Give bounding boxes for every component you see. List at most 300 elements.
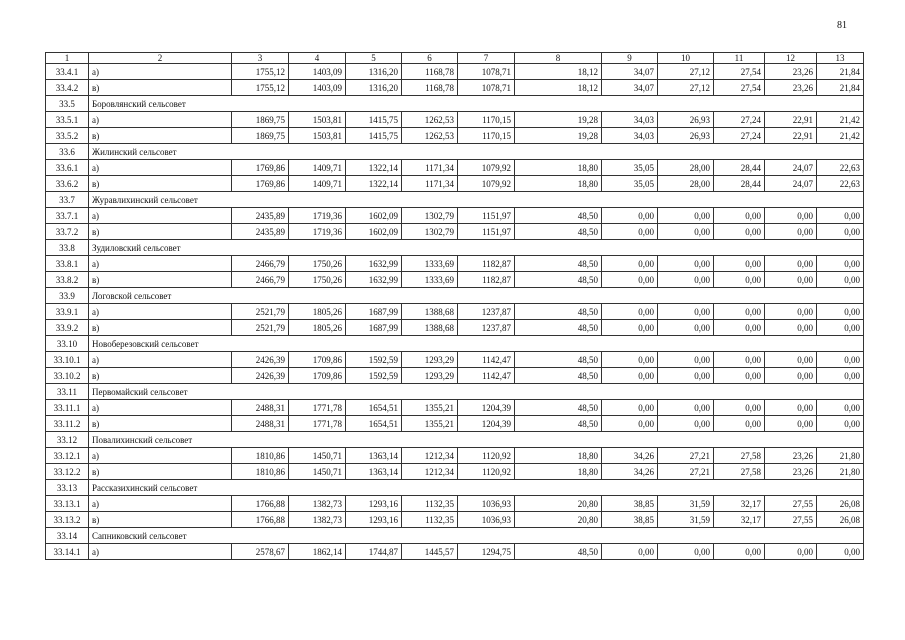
row-code: 33.11.1 bbox=[46, 400, 89, 416]
value-cell: 1132,35 bbox=[402, 496, 458, 512]
value-cell: 1151,97 bbox=[458, 224, 515, 240]
value-cell: 48,50 bbox=[515, 400, 602, 416]
row-code: 33.10 bbox=[46, 336, 89, 352]
value-cell: 0,00 bbox=[765, 368, 817, 384]
value-cell: 1182,87 bbox=[458, 256, 515, 272]
value-cell: 27,55 bbox=[765, 512, 817, 528]
section-row bbox=[46, 432, 864, 448]
row-code: 33.7.1 bbox=[46, 208, 89, 224]
value-cell: 22,63 bbox=[817, 176, 864, 192]
value-cell: 0,00 bbox=[817, 224, 864, 240]
value-cell: 1869,75 bbox=[232, 112, 289, 128]
table-row bbox=[46, 368, 864, 384]
value-cell: 1294,75 bbox=[458, 544, 515, 560]
value-cell: 1503,81 bbox=[289, 112, 346, 128]
row-label: в) bbox=[89, 512, 232, 528]
value-cell: 0,00 bbox=[658, 352, 714, 368]
table-row bbox=[46, 304, 864, 320]
value-cell: 27,12 bbox=[658, 64, 714, 80]
value-cell: 28,44 bbox=[714, 160, 765, 176]
value-cell: 28,00 bbox=[658, 176, 714, 192]
row-label: а) bbox=[89, 160, 232, 176]
row-label: в) bbox=[89, 368, 232, 384]
section-title: Зудиловский сельсовет bbox=[89, 240, 864, 256]
value-cell: 2435,89 bbox=[232, 208, 289, 224]
value-cell: 1766,88 bbox=[232, 496, 289, 512]
value-cell: 18,12 bbox=[515, 64, 602, 80]
table-row bbox=[46, 80, 864, 96]
table-row bbox=[46, 160, 864, 176]
value-cell: 0,00 bbox=[765, 208, 817, 224]
value-cell: 21,80 bbox=[817, 464, 864, 480]
value-cell: 1450,71 bbox=[289, 464, 346, 480]
value-cell: 0,00 bbox=[602, 352, 658, 368]
value-cell: 1769,86 bbox=[232, 160, 289, 176]
column-header: 5 bbox=[346, 53, 402, 64]
row-code: 33.12.1 bbox=[46, 448, 89, 464]
value-cell: 27,54 bbox=[714, 80, 765, 96]
value-cell: 1755,12 bbox=[232, 64, 289, 80]
value-cell: 0,00 bbox=[602, 272, 658, 288]
column-header: 4 bbox=[289, 53, 346, 64]
value-cell: 26,93 bbox=[658, 128, 714, 144]
value-cell: 0,00 bbox=[765, 256, 817, 272]
table-row bbox=[46, 544, 864, 560]
row-label: а) bbox=[89, 544, 232, 560]
column-header: 7 bbox=[458, 53, 515, 64]
value-cell: 48,50 bbox=[515, 320, 602, 336]
value-cell: 0,00 bbox=[817, 400, 864, 416]
section-title: Журавлихинский сельсовет bbox=[89, 192, 864, 208]
value-cell: 1654,51 bbox=[346, 400, 402, 416]
section-row bbox=[46, 480, 864, 496]
section-row bbox=[46, 144, 864, 160]
value-cell: 21,80 bbox=[817, 448, 864, 464]
row-code: 33.6.2 bbox=[46, 176, 89, 192]
section-title: Новоберезовский сельсовет bbox=[89, 336, 864, 352]
value-cell: 26,93 bbox=[658, 112, 714, 128]
value-cell: 18,80 bbox=[515, 464, 602, 480]
value-cell: 1363,14 bbox=[346, 464, 402, 480]
value-cell: 48,50 bbox=[515, 352, 602, 368]
value-cell: 1632,99 bbox=[346, 256, 402, 272]
value-cell: 18,80 bbox=[515, 160, 602, 176]
table-row bbox=[46, 272, 864, 288]
table-row bbox=[46, 464, 864, 480]
row-label: а) bbox=[89, 208, 232, 224]
column-header: 6 bbox=[402, 53, 458, 64]
section-row bbox=[46, 288, 864, 304]
table-row bbox=[46, 400, 864, 416]
value-cell: 32,17 bbox=[714, 496, 765, 512]
value-cell: 0,00 bbox=[817, 256, 864, 272]
value-cell: 1450,71 bbox=[289, 448, 346, 464]
value-cell: 1810,86 bbox=[232, 448, 289, 464]
value-cell: 2521,79 bbox=[232, 304, 289, 320]
value-cell: 1170,15 bbox=[458, 128, 515, 144]
value-cell: 0,00 bbox=[602, 208, 658, 224]
value-cell: 1212,34 bbox=[402, 448, 458, 464]
value-cell: 1719,36 bbox=[289, 208, 346, 224]
value-cell: 26,08 bbox=[817, 496, 864, 512]
value-cell: 0,00 bbox=[714, 208, 765, 224]
value-cell: 34,26 bbox=[602, 464, 658, 480]
value-cell: 0,00 bbox=[817, 304, 864, 320]
row-code: 33.13 bbox=[46, 480, 89, 496]
row-label: в) bbox=[89, 272, 232, 288]
column-header: 2 bbox=[89, 53, 232, 64]
value-cell: 23,26 bbox=[765, 64, 817, 80]
value-cell: 0,00 bbox=[658, 256, 714, 272]
value-cell: 1687,99 bbox=[346, 304, 402, 320]
value-cell: 34,07 bbox=[602, 80, 658, 96]
value-cell: 1869,75 bbox=[232, 128, 289, 144]
value-cell: 27,24 bbox=[714, 128, 765, 144]
section-row bbox=[46, 528, 864, 544]
value-cell: 2435,89 bbox=[232, 224, 289, 240]
row-code: 33.14 bbox=[46, 528, 89, 544]
value-cell: 0,00 bbox=[714, 320, 765, 336]
row-code: 33.11.2 bbox=[46, 416, 89, 432]
value-cell: 0,00 bbox=[817, 208, 864, 224]
value-cell: 48,50 bbox=[515, 256, 602, 272]
row-label: в) bbox=[89, 224, 232, 240]
value-cell: 0,00 bbox=[602, 368, 658, 384]
row-code: 33.4.2 bbox=[46, 80, 89, 96]
value-cell: 1709,86 bbox=[289, 368, 346, 384]
value-cell: 1415,75 bbox=[346, 128, 402, 144]
value-cell: 0,00 bbox=[602, 544, 658, 560]
row-code: 33.13.1 bbox=[46, 496, 89, 512]
row-code: 33.6 bbox=[46, 144, 89, 160]
table-row bbox=[46, 112, 864, 128]
value-cell: 0,00 bbox=[658, 368, 714, 384]
value-cell: 0,00 bbox=[817, 352, 864, 368]
value-cell: 1771,78 bbox=[289, 400, 346, 416]
value-cell: 34,26 bbox=[602, 448, 658, 464]
value-cell: 0,00 bbox=[714, 224, 765, 240]
row-code: 33.12 bbox=[46, 432, 89, 448]
value-cell: 48,50 bbox=[515, 272, 602, 288]
section-row bbox=[46, 240, 864, 256]
value-cell: 21,42 bbox=[817, 128, 864, 144]
value-cell: 0,00 bbox=[765, 272, 817, 288]
value-cell: 0,00 bbox=[765, 304, 817, 320]
value-cell: 1171,34 bbox=[402, 160, 458, 176]
row-code: 33.5.1 bbox=[46, 112, 89, 128]
value-cell: 1036,93 bbox=[458, 496, 515, 512]
value-cell: 1078,71 bbox=[458, 80, 515, 96]
value-cell: 0,00 bbox=[658, 400, 714, 416]
value-cell: 0,00 bbox=[714, 400, 765, 416]
value-cell: 0,00 bbox=[658, 304, 714, 320]
table-row bbox=[46, 208, 864, 224]
table-header-row bbox=[46, 53, 864, 64]
table-row bbox=[46, 512, 864, 528]
value-cell: 1168,78 bbox=[402, 80, 458, 96]
value-cell: 1363,14 bbox=[346, 448, 402, 464]
value-cell: 1079,92 bbox=[458, 176, 515, 192]
value-cell: 27,12 bbox=[658, 80, 714, 96]
row-code: 33.9.2 bbox=[46, 320, 89, 336]
value-cell: 27,58 bbox=[714, 448, 765, 464]
row-code: 33.13.2 bbox=[46, 512, 89, 528]
value-cell: 1445,57 bbox=[402, 544, 458, 560]
table-row bbox=[46, 224, 864, 240]
column-header: 13 bbox=[817, 53, 864, 64]
value-cell: 1120,92 bbox=[458, 464, 515, 480]
table-row bbox=[46, 352, 864, 368]
value-cell: 26,08 bbox=[817, 512, 864, 528]
value-cell: 1322,14 bbox=[346, 176, 402, 192]
value-cell: 0,00 bbox=[658, 224, 714, 240]
value-cell: 27,58 bbox=[714, 464, 765, 480]
value-cell: 1302,79 bbox=[402, 224, 458, 240]
value-cell: 1078,71 bbox=[458, 64, 515, 80]
row-code: 33.8.1 bbox=[46, 256, 89, 272]
value-cell: 48,50 bbox=[515, 208, 602, 224]
value-cell: 21,42 bbox=[817, 112, 864, 128]
row-label: в) bbox=[89, 320, 232, 336]
value-cell: 23,26 bbox=[765, 80, 817, 96]
value-cell: 1415,75 bbox=[346, 112, 402, 128]
row-code: 33.9.1 bbox=[46, 304, 89, 320]
table-row bbox=[46, 176, 864, 192]
value-cell: 1302,79 bbox=[402, 208, 458, 224]
value-cell: 21,84 bbox=[817, 80, 864, 96]
section-row bbox=[46, 192, 864, 208]
value-cell: 38,85 bbox=[602, 512, 658, 528]
row-label: а) bbox=[89, 400, 232, 416]
value-cell: 1120,92 bbox=[458, 448, 515, 464]
row-code: 33.9 bbox=[46, 288, 89, 304]
table-row bbox=[46, 64, 864, 80]
value-cell: 1409,71 bbox=[289, 176, 346, 192]
value-cell: 0,00 bbox=[765, 320, 817, 336]
section-row bbox=[46, 96, 864, 112]
data-table bbox=[45, 52, 864, 560]
value-cell: 28,00 bbox=[658, 160, 714, 176]
value-cell: 19,28 bbox=[515, 128, 602, 144]
section-title: Сапниковский сельсовет bbox=[89, 528, 864, 544]
value-cell: 1388,68 bbox=[402, 304, 458, 320]
value-cell: 48,50 bbox=[515, 368, 602, 384]
value-cell: 1168,78 bbox=[402, 64, 458, 80]
value-cell: 0,00 bbox=[714, 368, 765, 384]
value-cell: 35,05 bbox=[602, 176, 658, 192]
value-cell: 27,21 bbox=[658, 464, 714, 480]
value-cell: 0,00 bbox=[765, 224, 817, 240]
row-label: в) bbox=[89, 80, 232, 96]
row-label: в) bbox=[89, 128, 232, 144]
value-cell: 0,00 bbox=[765, 400, 817, 416]
value-cell: 35,05 bbox=[602, 160, 658, 176]
value-cell: 0,00 bbox=[765, 416, 817, 432]
row-code: 33.8 bbox=[46, 240, 89, 256]
section-title: Повалихинский сельсовет bbox=[89, 432, 864, 448]
column-header: 10 bbox=[658, 53, 714, 64]
row-code: 33.10.2 bbox=[46, 368, 89, 384]
value-cell: 21,84 bbox=[817, 64, 864, 80]
value-cell: 1132,35 bbox=[402, 512, 458, 528]
value-cell: 48,50 bbox=[515, 224, 602, 240]
column-header: 9 bbox=[602, 53, 658, 64]
value-cell: 27,21 bbox=[658, 448, 714, 464]
value-cell: 22,91 bbox=[765, 128, 817, 144]
value-cell: 48,50 bbox=[515, 304, 602, 320]
value-cell: 1333,69 bbox=[402, 272, 458, 288]
column-header: 11 bbox=[714, 53, 765, 64]
value-cell: 2466,79 bbox=[232, 256, 289, 272]
value-cell: 1709,86 bbox=[289, 352, 346, 368]
value-cell: 22,63 bbox=[817, 160, 864, 176]
value-cell: 2426,39 bbox=[232, 352, 289, 368]
value-cell: 1333,69 bbox=[402, 256, 458, 272]
table-row bbox=[46, 256, 864, 272]
value-cell: 1204,39 bbox=[458, 416, 515, 432]
page-number: 81 bbox=[837, 20, 847, 31]
row-code: 33.12.2 bbox=[46, 464, 89, 480]
value-cell: 1322,14 bbox=[346, 160, 402, 176]
row-label: а) bbox=[89, 448, 232, 464]
value-cell: 0,00 bbox=[658, 544, 714, 560]
row-code: 33.10.1 bbox=[46, 352, 89, 368]
value-cell: 1204,39 bbox=[458, 400, 515, 416]
value-cell: 1382,73 bbox=[289, 496, 346, 512]
value-cell: 1382,73 bbox=[289, 512, 346, 528]
section-title: Логовской сельсовет bbox=[89, 288, 864, 304]
value-cell: 1293,16 bbox=[346, 512, 402, 528]
value-cell: 1237,87 bbox=[458, 320, 515, 336]
value-cell: 31,59 bbox=[658, 512, 714, 528]
column-header: 3 bbox=[232, 53, 289, 64]
value-cell: 18,80 bbox=[515, 448, 602, 464]
value-cell: 1262,53 bbox=[402, 128, 458, 144]
value-cell: 1602,09 bbox=[346, 224, 402, 240]
table-row bbox=[46, 448, 864, 464]
value-cell: 0,00 bbox=[714, 272, 765, 288]
column-header: 1 bbox=[46, 53, 89, 64]
row-label: а) bbox=[89, 304, 232, 320]
value-cell: 24,07 bbox=[765, 176, 817, 192]
value-cell: 0,00 bbox=[658, 416, 714, 432]
value-cell: 1862,14 bbox=[289, 544, 346, 560]
row-code: 33.4.1 bbox=[46, 64, 89, 80]
value-cell: 1755,12 bbox=[232, 80, 289, 96]
value-cell: 23,26 bbox=[765, 448, 817, 464]
value-cell: 20,80 bbox=[515, 512, 602, 528]
value-cell: 1409,71 bbox=[289, 160, 346, 176]
value-cell: 22,91 bbox=[765, 112, 817, 128]
table-row bbox=[46, 320, 864, 336]
value-cell: 34,03 bbox=[602, 112, 658, 128]
value-cell: 0,00 bbox=[817, 544, 864, 560]
value-cell: 1388,68 bbox=[402, 320, 458, 336]
value-cell: 38,85 bbox=[602, 496, 658, 512]
row-code: 33.6.1 bbox=[46, 160, 89, 176]
row-label: а) bbox=[89, 64, 232, 80]
value-cell: 0,00 bbox=[817, 272, 864, 288]
value-cell: 0,00 bbox=[602, 320, 658, 336]
value-cell: 1170,15 bbox=[458, 112, 515, 128]
value-cell: 0,00 bbox=[658, 272, 714, 288]
value-cell: 2426,39 bbox=[232, 368, 289, 384]
value-cell: 23,26 bbox=[765, 464, 817, 480]
value-cell: 0,00 bbox=[658, 320, 714, 336]
value-cell: 1592,59 bbox=[346, 368, 402, 384]
value-cell: 1142,47 bbox=[458, 352, 515, 368]
column-header: 8 bbox=[515, 53, 602, 64]
value-cell: 0,00 bbox=[817, 416, 864, 432]
value-cell: 1805,26 bbox=[289, 304, 346, 320]
value-cell: 1403,09 bbox=[289, 80, 346, 96]
value-cell: 0,00 bbox=[714, 304, 765, 320]
table-row bbox=[46, 416, 864, 432]
value-cell: 0,00 bbox=[765, 544, 817, 560]
value-cell: 0,00 bbox=[714, 416, 765, 432]
value-cell: 1592,59 bbox=[346, 352, 402, 368]
row-code: 33.7.2 bbox=[46, 224, 89, 240]
value-cell: 0,00 bbox=[765, 352, 817, 368]
row-label: в) bbox=[89, 176, 232, 192]
value-cell: 1654,51 bbox=[346, 416, 402, 432]
value-cell: 2488,31 bbox=[232, 400, 289, 416]
row-code: 33.5 bbox=[46, 96, 89, 112]
row-code: 33.7 bbox=[46, 192, 89, 208]
row-code: 33.5.2 bbox=[46, 128, 89, 144]
value-cell: 0,00 bbox=[602, 304, 658, 320]
row-code: 33.14.1 bbox=[46, 544, 89, 560]
value-cell: 1769,86 bbox=[232, 176, 289, 192]
value-cell: 27,55 bbox=[765, 496, 817, 512]
value-cell: 34,07 bbox=[602, 64, 658, 80]
value-cell: 0,00 bbox=[602, 256, 658, 272]
value-cell: 0,00 bbox=[602, 416, 658, 432]
value-cell: 1355,21 bbox=[402, 416, 458, 432]
row-label: а) bbox=[89, 496, 232, 512]
value-cell: 1719,36 bbox=[289, 224, 346, 240]
value-cell: 20,80 bbox=[515, 496, 602, 512]
value-cell: 1262,53 bbox=[402, 112, 458, 128]
value-cell: 1142,47 bbox=[458, 368, 515, 384]
value-cell: 34,03 bbox=[602, 128, 658, 144]
table-row bbox=[46, 128, 864, 144]
value-cell: 0,00 bbox=[602, 400, 658, 416]
value-cell: 1810,86 bbox=[232, 464, 289, 480]
value-cell: 28,44 bbox=[714, 176, 765, 192]
value-cell: 27,54 bbox=[714, 64, 765, 80]
value-cell: 0,00 bbox=[602, 224, 658, 240]
row-label: а) bbox=[89, 352, 232, 368]
column-header: 12 bbox=[765, 53, 817, 64]
value-cell: 1036,93 bbox=[458, 512, 515, 528]
value-cell: 1766,88 bbox=[232, 512, 289, 528]
row-label: а) bbox=[89, 256, 232, 272]
value-cell: 1771,78 bbox=[289, 416, 346, 432]
value-cell: 1744,87 bbox=[346, 544, 402, 560]
value-cell: 32,17 bbox=[714, 512, 765, 528]
value-cell: 48,50 bbox=[515, 544, 602, 560]
value-cell: 1293,29 bbox=[402, 352, 458, 368]
value-cell: 0,00 bbox=[714, 352, 765, 368]
value-cell: 1212,34 bbox=[402, 464, 458, 480]
value-cell: 1750,26 bbox=[289, 272, 346, 288]
section-title: Жилинский сельсовет bbox=[89, 144, 864, 160]
value-cell: 1632,99 bbox=[346, 272, 402, 288]
value-cell: 1293,16 bbox=[346, 496, 402, 512]
row-label: в) bbox=[89, 464, 232, 480]
value-cell: 1182,87 bbox=[458, 272, 515, 288]
